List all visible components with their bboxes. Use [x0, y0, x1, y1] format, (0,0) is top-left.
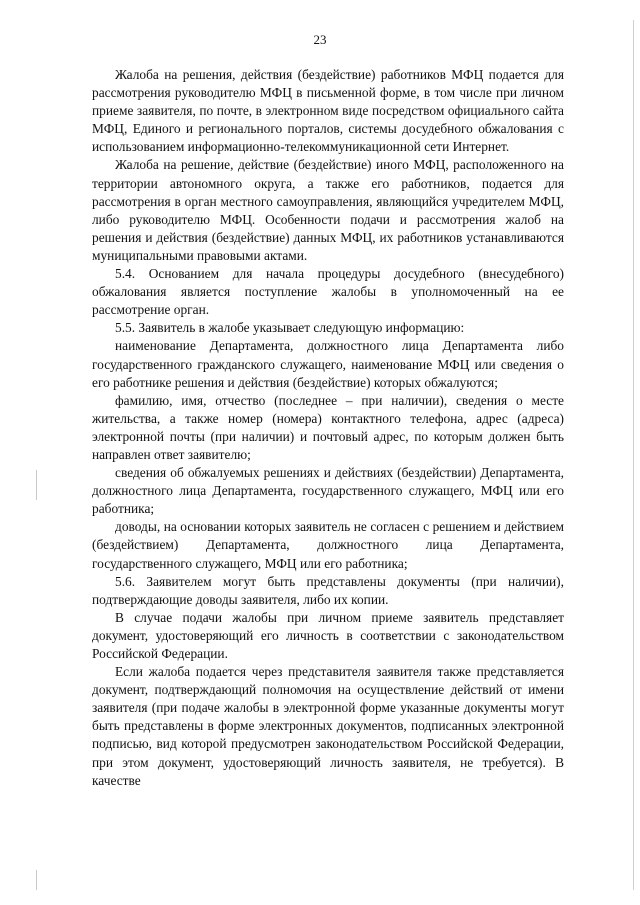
paragraph: 5.5. Заявитель в жалобе указывает следующую информацию:	[115, 320, 465, 336]
paragraph: сведения об обжалуемых решениях и действиях (бездействии) Департамента, должностного лица Департамента, государственного служащего, МФЦ или его работника;	[92, 465, 564, 517]
scan-edge-line	[633, 20, 634, 890]
paragraph: Жалоба на решения, действия (бездействие) работников МФЦ подается для рассмотрения руководителю МФЦ в письменной форме, в том числе при личном приеме заявителя, по почте, в электронном виде посредством официального сайта МФЦ, Единого и регионального порталов, системы досудебного обжалования с использованием информационно-телекоммуникационной сети Интернет.	[92, 67, 564, 155]
paragraph: 5.4. Основанием для начала процедуры досудебного (внесудебного) обжалования является поступление жалобы в уполномоченный на ее рассмотрение орган.	[92, 266, 564, 318]
scan-mark	[36, 470, 37, 500]
paragraph: Если жалоба подается через представителя заявителя также представляется документ, подтверждающий полномочия на осуществление действий от имени заявителя (при подаче жалобы в электронной форме указанные документы могут быть представлены в форме электронных документов, подписанных электронной подписью, вид которой предусмотрен законодательством Российской Федерации, при этом документ, удостоверяющий личность заявителя, не требуется). В качестве	[92, 664, 564, 788]
page-number: 23	[313, 32, 327, 47]
paragraph: 5.6. Заявителем могут быть представлены документы (при наличии), подтверждающие доводы заявителя, либо их копии.	[92, 573, 564, 607]
scan-mark	[36, 870, 37, 890]
paragraph: В случае подачи жалобы при личном приеме заявитель представляет документ, удостоверяющий его личность в соответствии с законодательством Российской Федерации.	[92, 609, 564, 661]
document-body	[92, 66, 564, 790]
paragraph: доводы, на основании которых заявитель не согласен с решением и действием (бездействием) Департамента, должностного лица Департамента, государственного служащего, МФЦ или его работника;	[92, 519, 564, 571]
paragraph: наименование Департамента, должностного лица Департамента либо государственного гражданского служащего, наименование МФЦ или сведения о его работнике решения и действия (бездействие) которых обжалуются;	[92, 338, 564, 390]
paragraph: Жалоба на решение, действие (бездействие) иного МФЦ, расположенного на территории автономного округа, а также его работников, подается для рассмотрения в орган местного самоуправления, являющийся учредителем МФЦ, либо руководителю МФЦ. Особенности подачи и рассмотрения жалоб на решения и действия (бездействие) данных МФЦ, их работников устанавливаются муниципальными правовыми актами.	[92, 157, 564, 263]
paragraph: фамилию, имя, отчество (последнее – при наличии), сведения о месте жительства, а также номер (номера) контактного телефона, адрес (адреса) электронной почты (при наличии) и почтовый адрес, по которым должен быть направлен ответ заявителю;	[92, 392, 564, 462]
